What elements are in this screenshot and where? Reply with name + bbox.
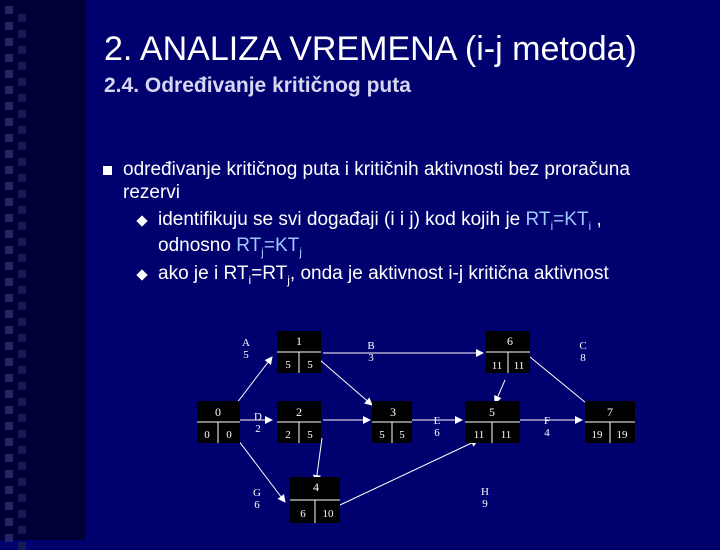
slide-subtitle: 2.4. Određivanje kritičnog puta (104, 74, 411, 97)
svg-text:2: 2 (296, 405, 302, 419)
activity-label-G (253, 487, 261, 511)
svg-text:6: 6 (300, 508, 306, 520)
decorative-square (18, 542, 26, 550)
svg-text:9: 9 (482, 498, 488, 510)
svg-text:2: 2 (255, 423, 261, 435)
svg-text:G: G (253, 487, 261, 499)
svg-text:2: 2 (285, 429, 291, 441)
arrow-H (340, 440, 478, 505)
svg-text:0: 0 (226, 429, 232, 441)
slide-title: 2. ANALIZA VREMENA (i-j metoda) (104, 30, 637, 68)
svg-text:5: 5 (307, 359, 313, 371)
svg-text:4: 4 (544, 427, 550, 439)
node-4 (290, 477, 340, 523)
svg-text:B: B (367, 340, 375, 352)
node-7 (585, 401, 635, 443)
svg-text:19: 19 (616, 429, 628, 441)
svg-text:5: 5 (243, 349, 249, 361)
activity-label-E (434, 415, 441, 439)
svg-text:E: E (433, 415, 441, 427)
svg-text:1: 1 (296, 334, 302, 348)
svg-text:10: 10 (322, 508, 334, 520)
bullet-1-line-1: određivanje kritičnog puta i kritičnih aktivnosti bez proračuna (123, 159, 630, 180)
svg-text:5: 5 (307, 429, 313, 441)
activity-label-H (481, 486, 489, 510)
svg-text:5: 5 (489, 405, 495, 419)
node-2 (277, 401, 321, 443)
svg-text:8: 8 (580, 352, 586, 364)
svg-text:5: 5 (285, 359, 291, 371)
svg-text:H: H (481, 486, 489, 498)
svg-text:3: 3 (390, 405, 396, 419)
svg-text:D: D (254, 411, 262, 423)
node-3 (372, 401, 412, 443)
svg-text:6: 6 (434, 427, 440, 439)
node-1 (277, 331, 321, 373)
svg-text:11: 11 (491, 360, 503, 372)
node-5 (465, 401, 520, 443)
node-0 (197, 401, 240, 443)
svg-text:19: 19 (591, 429, 603, 441)
arrow-dummy-3 (316, 438, 322, 482)
svg-text:5: 5 (399, 429, 405, 441)
bullet-1-line-2: rezervi (123, 182, 181, 203)
activity-label-C (579, 340, 586, 364)
svg-text:0: 0 (215, 405, 221, 419)
svg-text:F: F (543, 415, 551, 427)
svg-text:6: 6 (507, 334, 513, 348)
activity-label-A (242, 337, 250, 361)
sub-bullet-1-line-1: identifikuju se svi događaji (i i j) kod kojih je $RT_i=KT_i$ , (158, 209, 602, 233)
svg-text:4: 4 (313, 480, 319, 494)
svg-text:11: 11 (513, 360, 525, 372)
svg-text:7: 7 (607, 405, 613, 419)
arrow-dummy-2 (320, 360, 372, 405)
svg-text:11: 11 (473, 429, 485, 441)
svg-text:6: 6 (254, 499, 260, 511)
svg-text:C: C (579, 340, 587, 352)
sub-bullet-1-line-2: odnosno $RT_j=KT_j$ (158, 235, 302, 259)
svg-text:A: A (242, 337, 250, 349)
node-6 (486, 331, 530, 373)
svg-text:5: 5 (379, 429, 385, 441)
svg-text:3: 3 (368, 352, 374, 364)
svg-text:11: 11 (500, 429, 512, 441)
arrow-dummy-4 (495, 380, 505, 403)
svg-text:0: 0 (204, 429, 210, 441)
activity-label-B (367, 340, 374, 364)
activity-label-D (254, 411, 262, 435)
activity-label-F (544, 415, 550, 439)
sub-bullet-2: ako je i $RT_i=RT_j$, onda je aktivnost i-j kritična aktivnost (158, 263, 609, 287)
